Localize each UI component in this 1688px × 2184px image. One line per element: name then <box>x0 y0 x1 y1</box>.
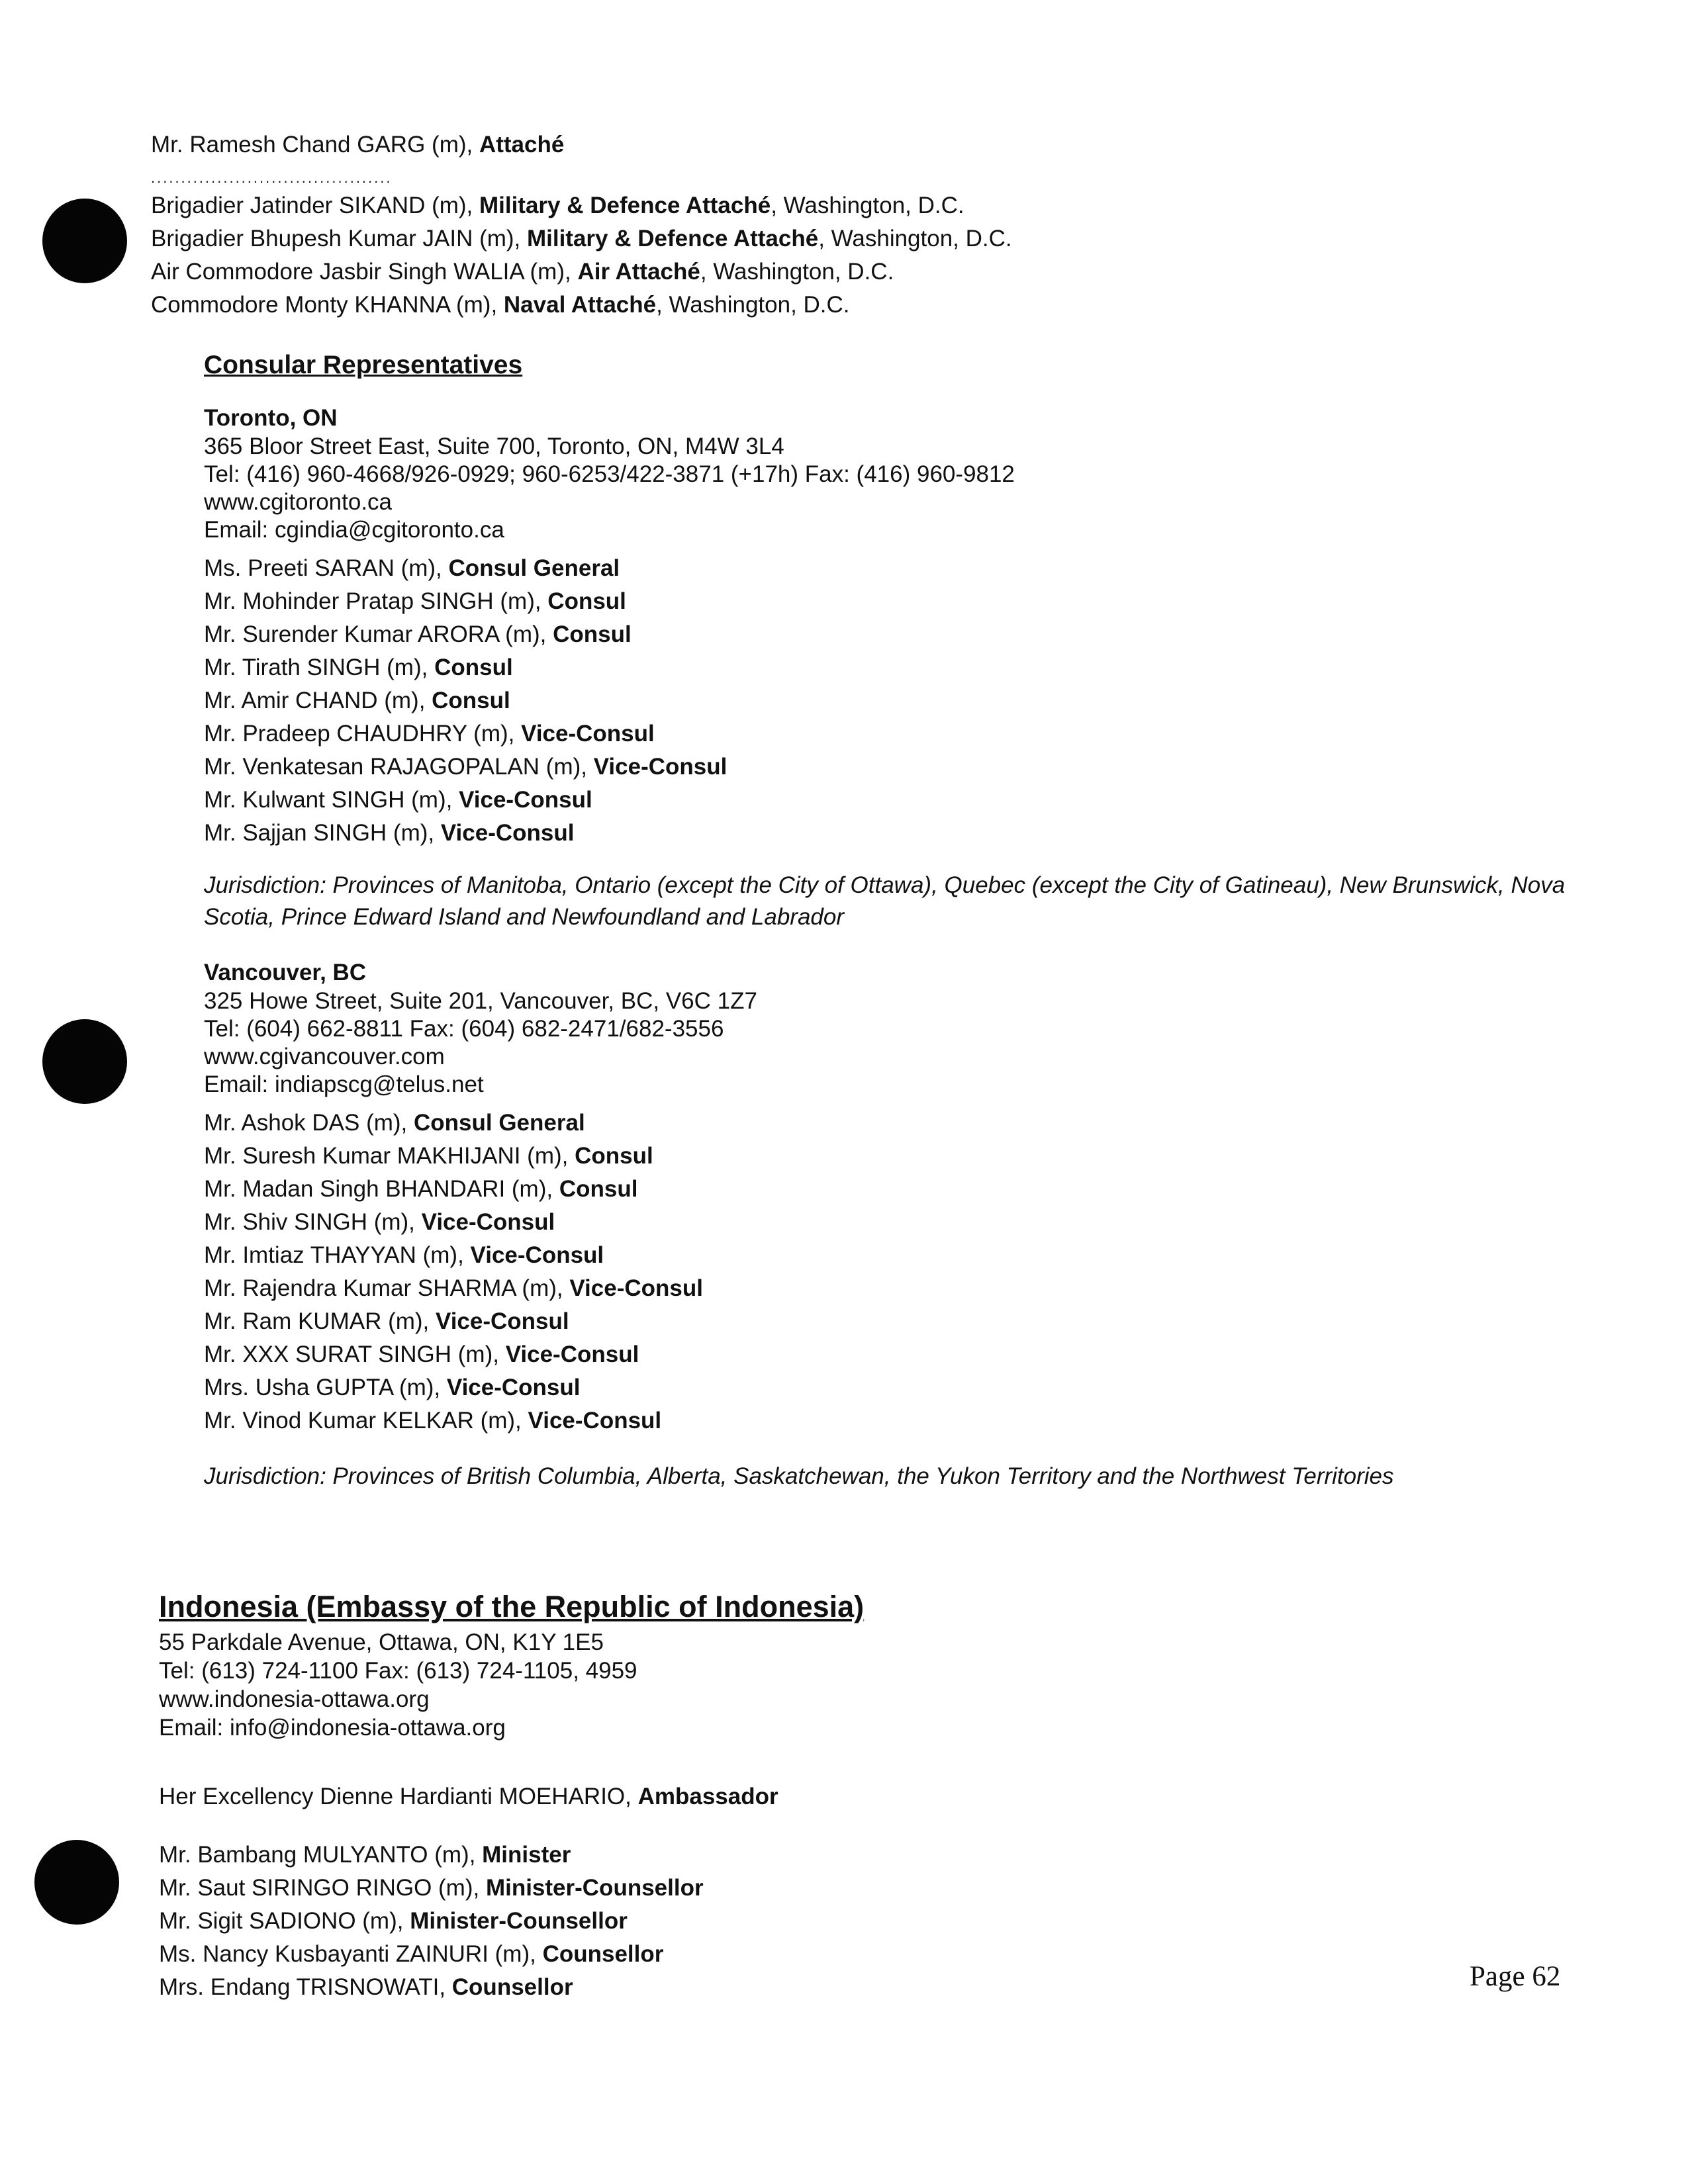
staff-entry <box>204 552 1568 585</box>
staff-name: Brigadier Jatinder SIKAND (m), <box>151 193 479 218</box>
staff-entry <box>204 1140 1568 1173</box>
staff-location: , Washington, D.C. <box>771 193 964 218</box>
staff-name: Mr. Amir CHAND (m), <box>204 688 432 713</box>
staff-name: Mr. Suresh Kumar MAKHIJANI (m), <box>204 1143 575 1169</box>
staff-entry <box>151 189 1012 222</box>
staff-title: Consul <box>559 1176 638 1202</box>
staff-title: Minister <box>482 1842 571 1868</box>
staff-name: Mr. Pradeep CHAUDHRY (m), <box>204 721 522 747</box>
staff-name: Mr. XXX SURAT SINGH (m), <box>204 1342 506 1367</box>
staff-name: Mr. Vinod Kumar KELKAR (m), <box>204 1408 528 1433</box>
staff-name: Brigadier Bhupesh Kumar JAIN (m), <box>151 226 527 251</box>
staff-location: , Washington, D.C. <box>700 259 894 285</box>
staff-entry <box>204 1107 1568 1140</box>
embassy-website: www.indonesia-ottawa.org <box>159 1686 430 1712</box>
staff-location: , Washington, D.C. <box>656 292 850 318</box>
staff-title: Vice-Consul <box>435 1308 569 1334</box>
consulate-website: www.cgivancouver.com <box>204 1044 445 1069</box>
staff-title: Consul <box>432 688 510 713</box>
staff-name: Ms. Preeti SARAN (m), <box>204 555 449 581</box>
staff-name: Mr. Sigit SADIONO (m), <box>159 1908 410 1934</box>
consulate-phone-fax: Tel: (416) 960-4668/926-0929; 960-6253/422-3871 (+17h) Fax: (416) 960-9812 <box>204 461 1015 487</box>
punch-hole-middle <box>42 1019 127 1104</box>
consulate-city: Toronto, ON <box>204 405 338 431</box>
staff-location: , Washington, D.C. <box>818 226 1012 251</box>
staff-title: Consul <box>434 655 513 680</box>
staff-title: Vice-Consul <box>446 1375 581 1400</box>
staff-name: Mr. Saut SIRINGO RINGO (m), <box>159 1875 486 1901</box>
staff-name: Mr. Tirath SINGH (m), <box>204 655 435 680</box>
staff-entry <box>159 1938 864 1971</box>
staff-entry <box>204 1305 1568 1338</box>
staff-title: Consul <box>547 588 626 614</box>
staff-title: Consul General <box>448 555 620 581</box>
consulate-website: www.cgitoronto.ca <box>204 489 393 515</box>
staff-name: Her Excellency Dienne Hardianti MOEHARIO, <box>159 1784 638 1809</box>
staff-title: Attaché <box>479 132 565 158</box>
staff-title: Minister-Counsellor <box>485 1875 704 1901</box>
staff-name: Mr. Mohinder Pratap SINGH (m), <box>204 588 548 614</box>
staff-name: Mr. Ashok DAS (m), <box>204 1110 414 1136</box>
consulate-toronto <box>204 404 1568 933</box>
staff-entry <box>204 585 1568 618</box>
staff-title: Minister-Counsellor <box>410 1908 628 1934</box>
staff-name: Mr. Bambang MULYANTO (m), <box>159 1842 483 1868</box>
staff-name: Mr. Surender Kumar ARORA (m), <box>204 621 553 647</box>
separator-dots: ........................................ <box>151 169 393 186</box>
consulate-city: Vancouver, BC <box>204 960 367 985</box>
jurisdiction-note: Jurisdiction: Provinces of Manitoba, Ontario (except the City of Ottawa), Quebec (except the City of Gatineau), New Brunswick, Nova Scotia, Prince Edward Island and Newfoundland and Labrador <box>204 872 1566 930</box>
staff-entry <box>204 751 1568 784</box>
staff-name: Mr. Sajjan SINGH (m), <box>204 820 441 846</box>
staff-title: Vice-Consul <box>470 1242 604 1268</box>
staff-entry <box>151 222 1012 255</box>
punch-hole-bottom <box>34 1840 119 1925</box>
consulate-email: Email: indiapscg@telus.net <box>204 1071 484 1097</box>
consulate-email: Email: cgindia@cgitoronto.ca <box>204 517 504 543</box>
staff-entry <box>159 1905 864 1938</box>
staff-name: Mrs. Endang TRISNOWATI, <box>159 1974 452 2000</box>
india-staff-tail <box>151 128 1012 322</box>
punch-hole-top <box>42 199 127 283</box>
staff-name: Mr. Rajendra Kumar SHARMA (m), <box>204 1275 570 1301</box>
staff-title: Consul General <box>414 1110 585 1136</box>
staff-name: Ms. Nancy Kusbayanti ZAINURI (m), <box>159 1941 543 1967</box>
consular-section <box>204 345 1568 1493</box>
staff-title: Vice-Consul <box>569 1275 703 1301</box>
staff-entry <box>159 1872 864 1905</box>
consulate-phone-fax: Tel: (604) 662-8811 Fax: (604) 682-2471/682-3556 <box>204 1016 724 1042</box>
staff-entry <box>151 255 1012 289</box>
staff-title: Air Attaché <box>577 259 700 285</box>
jurisdiction-note: Jurisdiction: Provinces of British Columbia, Alberta, Saskatchewan, the Yukon Territory and the Northwest Territories <box>204 1463 1394 1489</box>
staff-entry <box>204 1338 1568 1371</box>
staff-entry <box>159 1971 864 2004</box>
staff-title: Military & Defence Attaché <box>479 193 771 218</box>
staff-name: Air Commodore Jasbir Singh WALIA (m), <box>151 259 578 285</box>
staff-entry <box>204 651 1568 684</box>
staff-title: Vice-Consul <box>505 1342 639 1367</box>
embassy-address: 55 Parkdale Avenue, Ottawa, ON, K1Y 1E5 <box>159 1629 604 1655</box>
staff-entry <box>204 1173 1568 1206</box>
staff-entry <box>204 1206 1568 1239</box>
staff-name: Mr. Ram KUMAR (m), <box>204 1308 436 1334</box>
staff-entry <box>204 784 1568 817</box>
staff-name: Mrs. Usha GUPTA (m), <box>204 1375 447 1400</box>
consulate-address: 325 Howe Street, Suite 201, Vancouver, BC, V6C 1Z7 <box>204 988 757 1014</box>
country-heading: Indonesia (Embassy of the Republic of Indonesia) <box>159 1590 865 1623</box>
staff-title: Vice-Consul <box>421 1209 555 1235</box>
staff-title: Counsellor <box>542 1941 664 1967</box>
staff-title: Counsellor <box>451 1974 573 2000</box>
staff-entry-attache <box>151 128 1012 161</box>
staff-name: Mr. Shiv SINGH (m), <box>204 1209 422 1235</box>
staff-name: Mr. Ramesh Chand GARG (m), <box>151 132 479 158</box>
consulate-address: 365 Bloor Street East, Suite 700, Toronto, ON, M4W 3L4 <box>204 433 784 459</box>
staff-title: Naval Attaché <box>503 292 657 318</box>
staff-entry <box>204 717 1568 751</box>
staff-entry <box>159 1839 864 1872</box>
staff-name: Commodore Monty KHANNA (m), <box>151 292 504 318</box>
staff-entry <box>204 618 1568 651</box>
staff-title: Vice-Consul <box>528 1408 662 1433</box>
staff-title: Consul <box>553 621 632 647</box>
consular-heading: Consular Representatives <box>204 351 523 379</box>
staff-entry <box>204 1239 1568 1272</box>
staff-entry <box>151 289 1012 322</box>
staff-name: Mr. Venkatesan RAJAGOPALAN (m), <box>204 754 594 780</box>
staff-entry <box>204 817 1568 850</box>
staff-title: Vice-Consul <box>440 820 575 846</box>
ambassador-entry <box>159 1780 864 1813</box>
staff-entry <box>204 684 1568 717</box>
staff-title: Consul <box>575 1143 653 1169</box>
staff-entry <box>204 1404 1568 1437</box>
embassy-phone-fax: Tel: (613) 724-1100 Fax: (613) 724-1105, 4959 <box>159 1658 637 1684</box>
staff-title: Vice-Consul <box>521 721 655 747</box>
staff-name: Mr. Madan Singh BHANDARI (m), <box>204 1176 559 1202</box>
indonesia-section <box>159 1586 864 2004</box>
staff-title: Vice-Consul <box>593 754 727 780</box>
staff-entry <box>204 1371 1568 1404</box>
staff-entry <box>204 1272 1568 1305</box>
page-number: Page 62 <box>1470 1961 1561 1992</box>
consulate-vancouver <box>204 958 1568 1493</box>
staff-name: Mr. Imtiaz THAYYAN (m), <box>204 1242 471 1268</box>
staff-title: Ambassador <box>637 1784 778 1809</box>
embassy-email: Email: info@indonesia-ottawa.org <box>159 1715 506 1741</box>
staff-name: Mr. Kulwant SINGH (m), <box>204 787 459 813</box>
staff-title: Military & Defence Attaché <box>526 226 819 251</box>
staff-title: Vice-Consul <box>459 787 592 813</box>
